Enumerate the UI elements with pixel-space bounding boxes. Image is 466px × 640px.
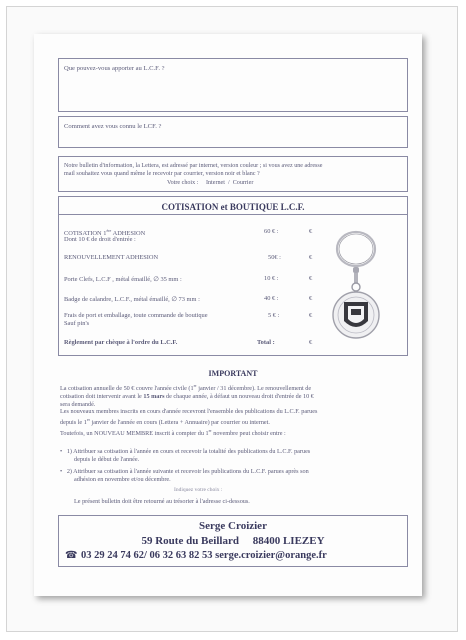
important-title: IMPORTANT [208, 369, 258, 378]
keychain-image [327, 229, 393, 344]
question-box-1[interactable] [58, 58, 408, 112]
return-note: Le présent bulletin doit être retourné au trésorier à l'adresse ci-dessous. [74, 498, 250, 505]
contact-name: Serge Croizier [199, 520, 267, 532]
row-premiere-adhesion-sub: Dont 10 € de droit d'entrée : [64, 236, 136, 243]
row-badge-amount: 40 € : [264, 295, 279, 302]
question-3-line-1: Notre bulletin d'information, la Lettera, est adressé par internet, version couleur ; si vous avez une adresse [64, 163, 323, 169]
contact-address: 59 Route du Beillard 88400 LIEZEY [141, 535, 325, 547]
row-frais-port-sub: Sauf pin's [64, 320, 90, 327]
row-badge-label: Badge de calandre, L.C.F., métal émaillé, ∅ 73 mm : [64, 296, 200, 303]
question-box-3[interactable] [58, 156, 408, 192]
question-3-choice[interactable]: Votre choix : Internet / Courrier [167, 180, 254, 186]
row-premiere-adhesion-amount: 60 € : [264, 228, 279, 235]
row-badge-currency[interactable]: € [309, 295, 313, 302]
important-paragraph-1: La cotisation annuelle de 50 € couvre l'année civile (1er janvier / 31 décembre). Le renouvellement de cotisation doit intervenir avant le 15 mars de chaque année, à défaut un nouveau droit d'entrée de 10 € sera demandé. [60, 383, 314, 408]
row-frais-port-label: Frais de port et emballage, toute commande de boutique [64, 312, 208, 319]
row-frais-port-amount: 5 € : [268, 312, 280, 319]
important-paragraph-2: Les nouveaux membres inscrits en cours d'année recevront l'ensemble des publications du L.C.F. parues depuis le 1er janvier de l'année en cours (Lettera + Annuaire) par courrier ou internet. Toutefois, un NOUVEAU MEMBRE inscrit à compter du 1er novembre peut choisir entre : [60, 408, 318, 437]
cotisation-title: COTISATION et BOUTIQUE L.C.F. [161, 202, 305, 212]
total-text: Total : [257, 339, 275, 346]
bullet-icon: • [60, 468, 63, 475]
row-renouvellement-amount: 50€ : [268, 254, 281, 261]
question-3-line-2: mail souhaitez vous quand même le recevoir par courrier, version noir et blanc ? [64, 171, 260, 177]
row-porte-clefs-currency[interactable]: € [309, 275, 313, 282]
row-renouvellement-currency[interactable]: € [309, 254, 313, 261]
row-frais-port-currency[interactable]: € [309, 312, 313, 319]
contact-phone-email[interactable]: 03 29 24 74 62/ 06 32 63 82 53 serge.croizier@orange.fr [81, 550, 327, 561]
option-2[interactable]: • 2) Attribuer sa cotisation à l'année suivante et recevoir les publications du L.C.F. parues après son adhésion en novembre et/ou décembre. [60, 468, 309, 483]
contact-box [58, 515, 408, 567]
row-renouvellement-label: RENOUVELLEMENT ADHESION [64, 254, 159, 261]
total-currency[interactable]: € [309, 339, 313, 346]
row-porte-clefs-label: Porte Clefs, L.C.F , métal émaillé, ∅ 35 mm : [64, 276, 182, 283]
bullet-icon: • [60, 448, 63, 455]
question-box-2[interactable] [58, 116, 408, 148]
row-premiere-adhesion-label: COTISATION 1ère ADHESION [64, 228, 146, 238]
question-2-label: Comment avez vous connu le LCF. ? [64, 123, 162, 130]
option-1[interactable]: • 1) Attribuer sa cotisation à l'année en cours et recevoir la totalité des publications du L.C.F. parues depuis le début de l'année. [60, 448, 311, 463]
cotisation-box [58, 196, 408, 356]
question-1-label: Que pouvez-vous apporter au L.C.F. ? [64, 65, 165, 72]
choice-label: Indiquez votre choix : [174, 487, 223, 493]
document-sheet [34, 34, 422, 596]
telephone-icon: ☎ [65, 550, 78, 561]
row-porte-clefs-amount: 10 € : [264, 275, 279, 282]
row-premiere-adhesion-currency[interactable]: € [309, 228, 313, 235]
total-label: Règlement par chèque à l'ordre du L.C.F. [64, 339, 178, 346]
